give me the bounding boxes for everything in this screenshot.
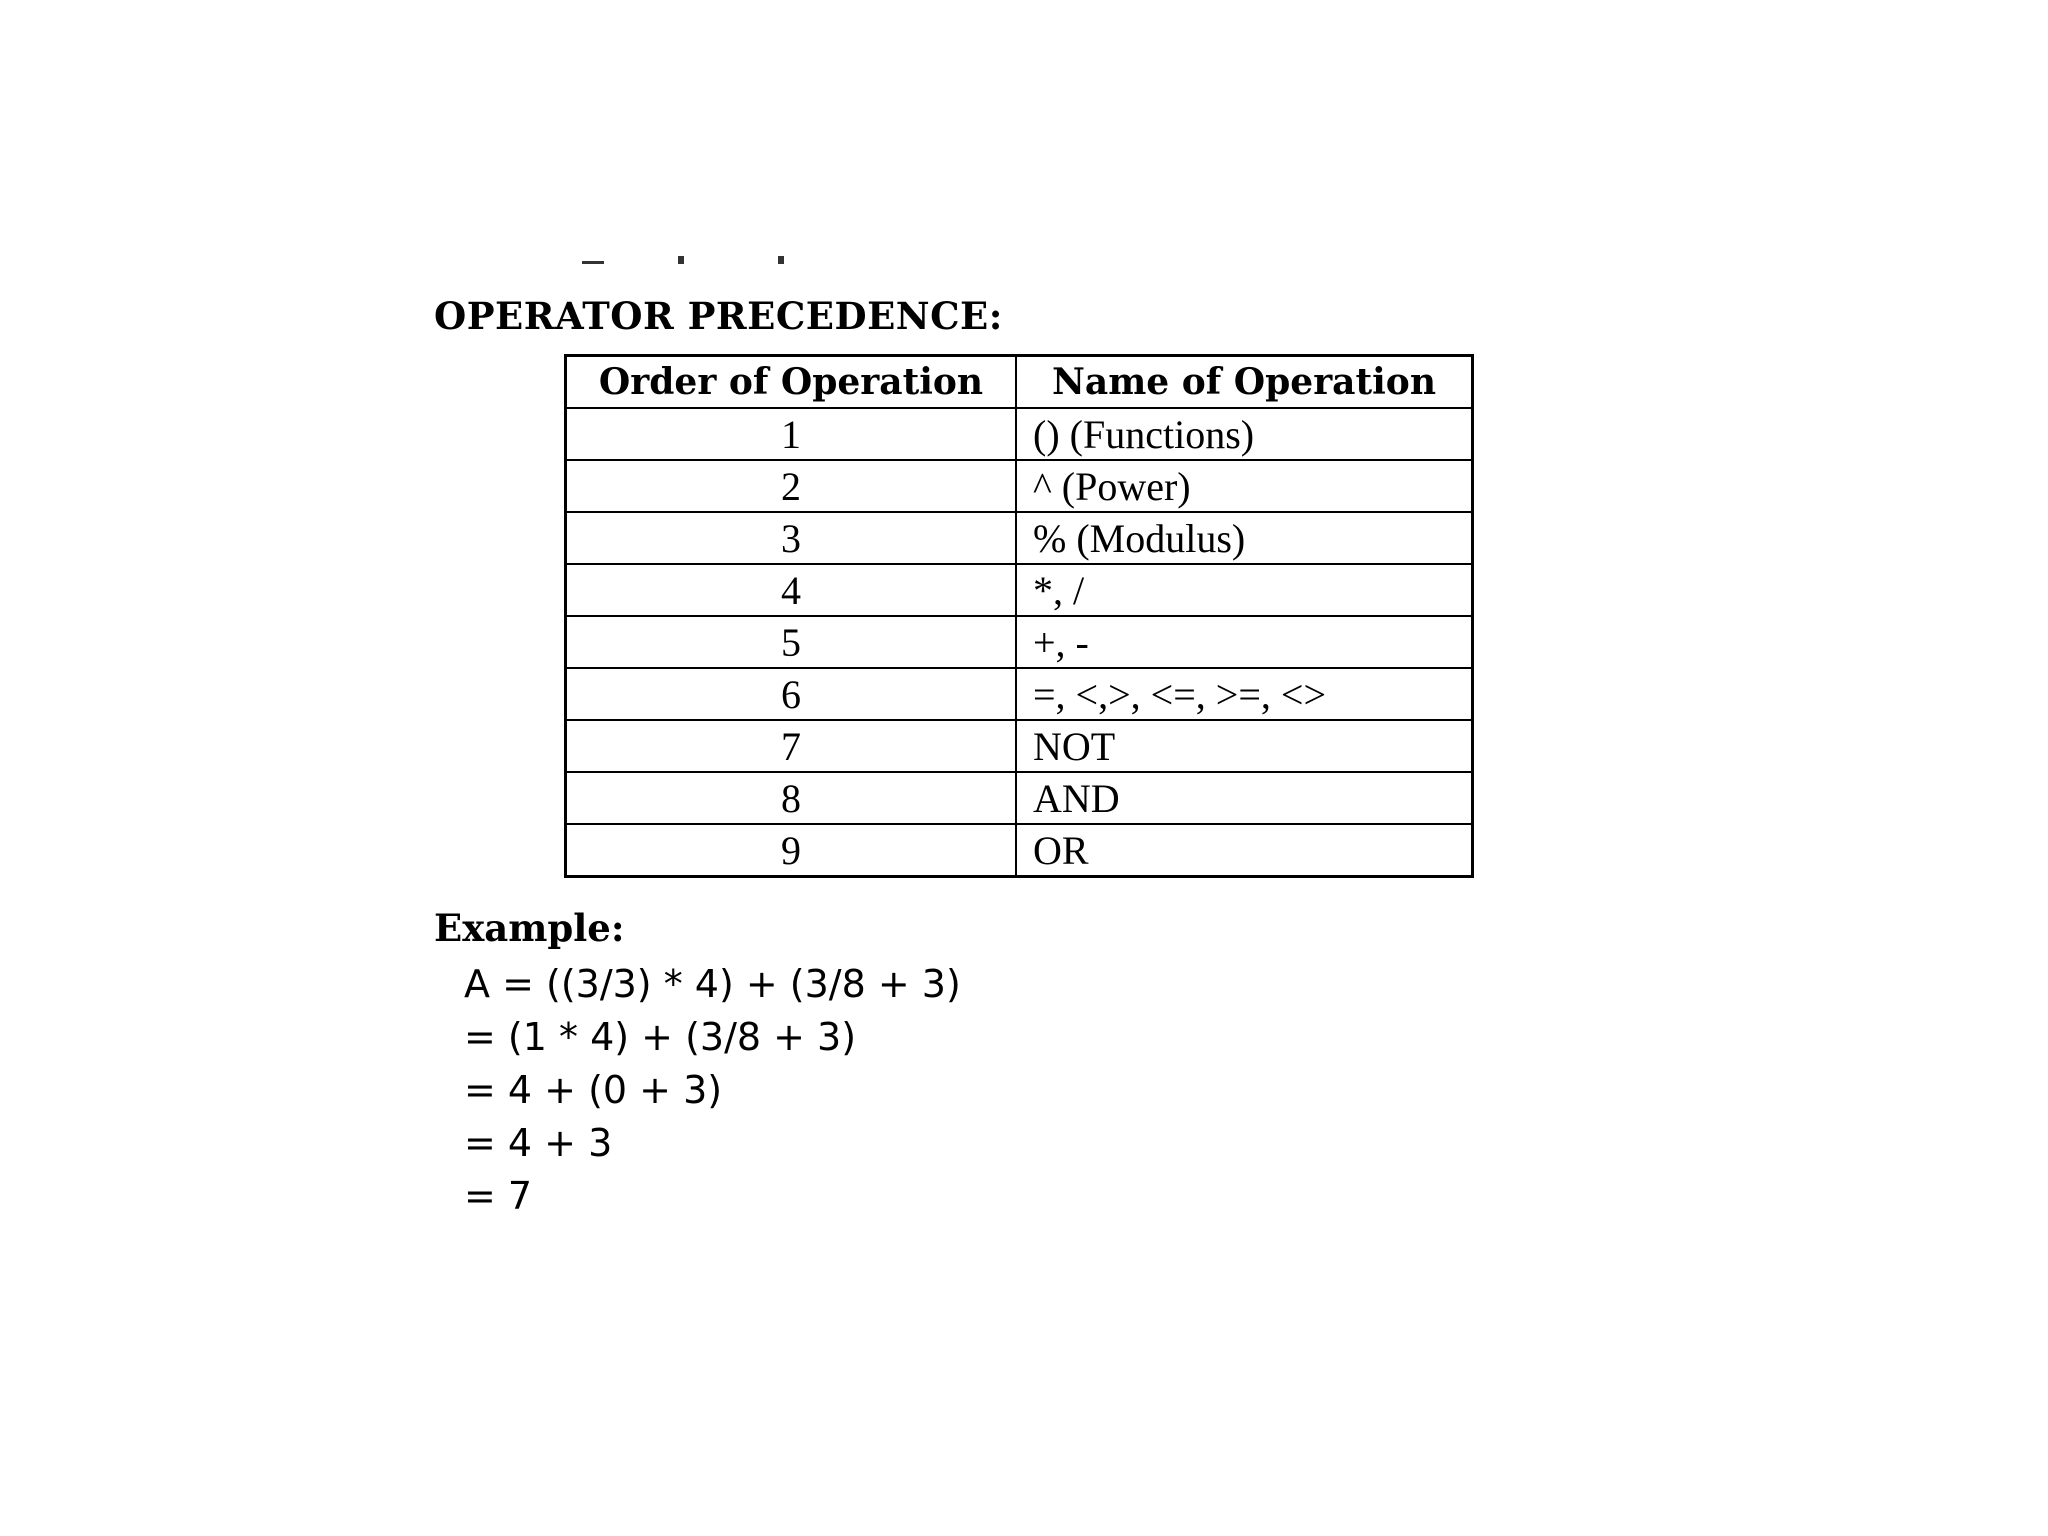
order-cell: 4 xyxy=(566,564,1017,616)
operation-name-cell: AND xyxy=(1016,772,1473,824)
table-row xyxy=(566,564,1473,616)
operator-precedence-table xyxy=(564,354,1474,878)
operation-name-cell: OR xyxy=(1016,824,1473,877)
table-row xyxy=(566,408,1473,460)
example-line: A = ((3/3) * 4) + (3/8 + 3) xyxy=(464,962,961,1006)
table-row xyxy=(566,824,1473,877)
section-heading: OPERATOR PRECEDENCE: xyxy=(434,294,1003,338)
table-row xyxy=(566,668,1473,720)
cropped-text-remnant xyxy=(560,248,820,264)
table-header-row xyxy=(566,356,1473,409)
order-cell: 7 xyxy=(566,720,1017,772)
operation-name-cell: ^ (Power) xyxy=(1016,460,1473,512)
example-line: = (1 * 4) + (3/8 + 3) xyxy=(464,1015,857,1059)
order-cell: 5 xyxy=(566,616,1017,668)
column-header-order: Order of Operation xyxy=(566,356,1017,409)
operation-name-cell: NOT xyxy=(1016,720,1473,772)
order-cell: 8 xyxy=(566,772,1017,824)
operation-name-cell: () (Functions) xyxy=(1016,408,1473,460)
table-row xyxy=(566,720,1473,772)
order-cell: 3 xyxy=(566,512,1017,564)
order-cell: 1 xyxy=(566,408,1017,460)
operation-name-cell: % (Modulus) xyxy=(1016,512,1473,564)
table-row xyxy=(566,460,1473,512)
example-line: = 4 + 3 xyxy=(464,1121,613,1165)
operation-name-cell: =, <,>, <=, >=, <> xyxy=(1016,668,1473,720)
column-header-name: Name of Operation xyxy=(1016,356,1473,409)
example-line: = 7 xyxy=(464,1174,533,1218)
table-row xyxy=(566,616,1473,668)
operation-name-cell: +, - xyxy=(1016,616,1473,668)
order-cell: 9 xyxy=(566,824,1017,877)
example-line: = 4 + (0 + 3) xyxy=(464,1068,723,1112)
table-row xyxy=(566,512,1473,564)
order-cell: 6 xyxy=(566,668,1017,720)
example-steps xyxy=(464,958,961,1223)
operation-name-cell: *, / xyxy=(1016,564,1473,616)
table-row xyxy=(566,772,1473,824)
order-cell: 2 xyxy=(566,460,1017,512)
example-label: Example: xyxy=(434,906,625,950)
